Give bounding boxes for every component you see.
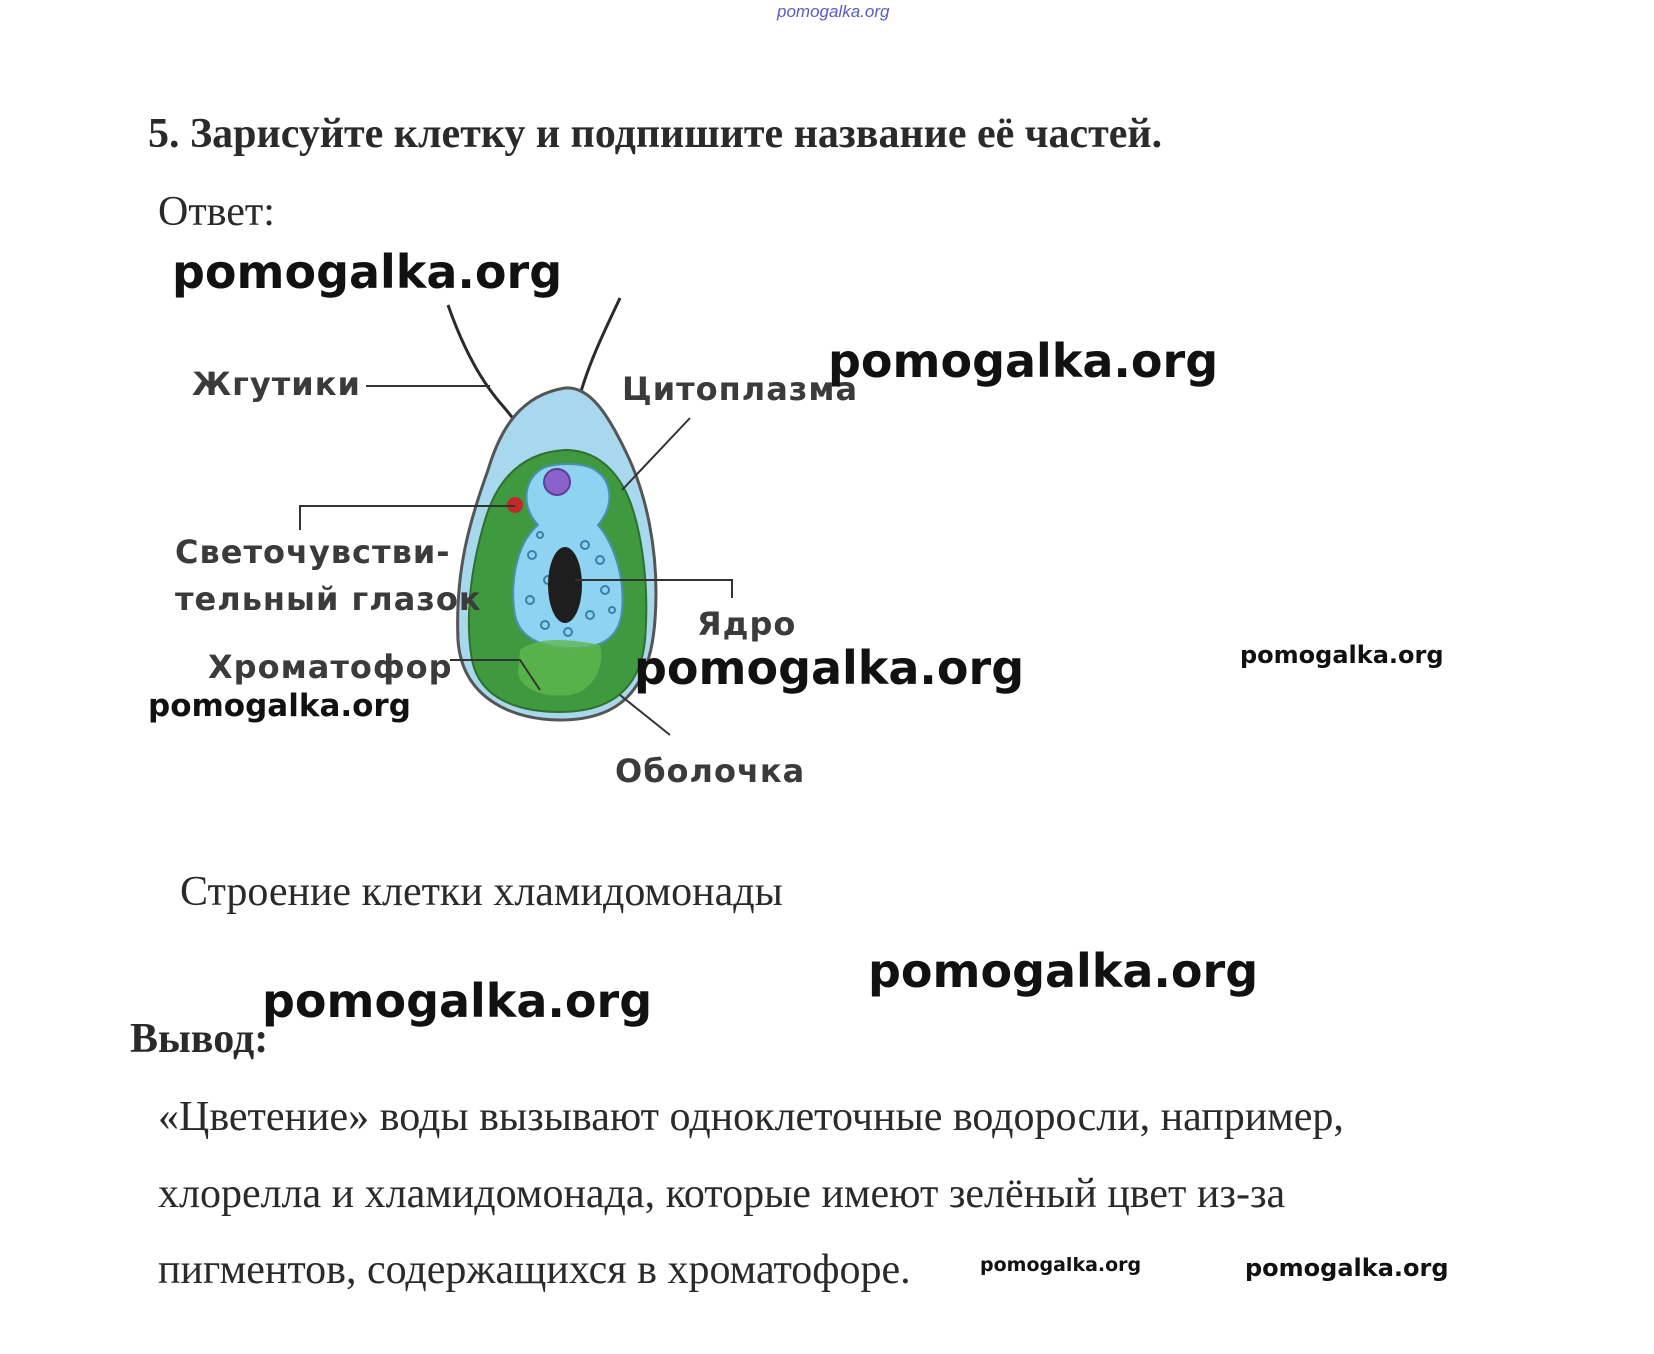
leader-membrane <box>620 695 670 735</box>
watermark: pomogalka.org <box>172 245 563 299</box>
watermark: pomogalka.org <box>828 334 1219 388</box>
conclusion-line-1: «Цветение» воды вызывают одноклеточные водоросли, например, <box>158 1094 1344 1140</box>
watermark: pomogalka.org <box>634 641 1025 695</box>
diagram-caption: Строение клетки хламидомонады <box>180 869 783 915</box>
watermark: pomogalka.org <box>1245 1254 1449 1282</box>
watermark: pomogalka.org <box>262 974 653 1028</box>
watermark: pomogalka.org <box>868 944 1259 998</box>
label-eyespot-line1: Светочувстви- <box>175 533 451 571</box>
conclusion-line-2: хлорелла и хламидомонада, которые имеют зелёный цвет из-за <box>158 1171 1286 1217</box>
watermark-top: pomogalka.org <box>777 2 890 21</box>
label-flagella: Жгутики <box>192 365 361 403</box>
label-chromatophore: Хроматофор <box>208 648 453 686</box>
watermark: pomogalka.org <box>148 688 411 724</box>
label-cytoplasm: Цитоплазма <box>622 370 859 408</box>
task-heading: 5. Зарисуйте клетку и подпишите название её частей. <box>148 111 1163 157</box>
answer-label: Ответ: <box>158 189 275 235</box>
label-eyespot-line2: тельный глазок <box>175 580 482 618</box>
watermark: pomogalka.org <box>980 1254 1142 1276</box>
watermark: pomogalka.org <box>1240 641 1444 669</box>
label-membrane: Оболочка <box>615 752 806 790</box>
leader-cytoplasm <box>622 418 690 490</box>
conclusion-line-3: пигментов, содержащихся в хроматофоре. <box>158 1247 911 1293</box>
contractile-vacuole <box>544 469 570 495</box>
nucleus <box>548 547 582 623</box>
label-nucleus: Ядро <box>697 605 797 643</box>
conclusion-title: Вывод: <box>130 1016 269 1062</box>
